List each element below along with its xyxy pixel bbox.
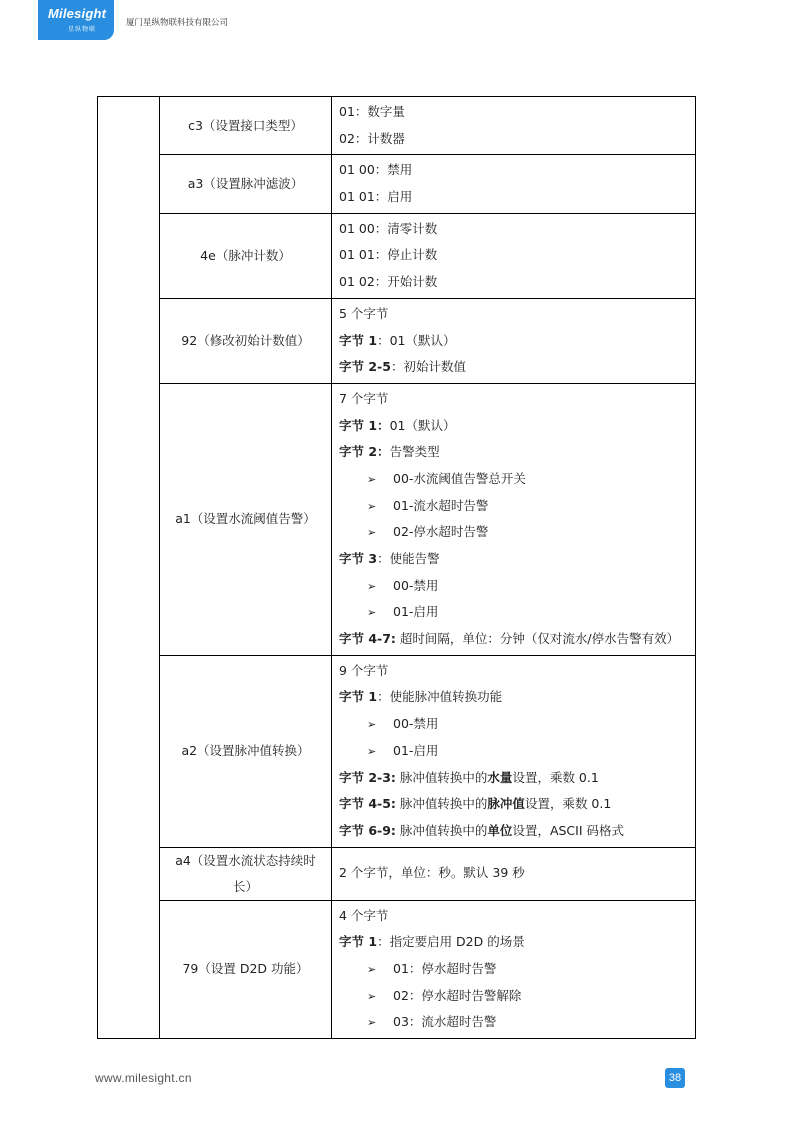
line-text: 01：数字量 [339, 104, 405, 119]
line-text: 02：计数器 [339, 130, 405, 146]
description-cell [332, 655, 696, 847]
line-text: 2 个字节，单位：秒。默认 39 秒 [339, 865, 525, 881]
description-line [339, 929, 689, 956]
arrow-bullet-icon: ➢ [367, 1016, 377, 1030]
line-text: ：01（默认） [377, 332, 456, 348]
table-row [98, 155, 696, 213]
line-text: 02-停水超时告警 [393, 524, 489, 540]
bullet-item [339, 1009, 689, 1036]
bold-label: 字节 1 [339, 934, 378, 950]
line-text: 00-禁用 [393, 577, 439, 593]
bullet-item [339, 493, 689, 520]
table-row [98, 97, 696, 155]
bold-label: 字节 2-3: [339, 769, 396, 785]
bullet-item [339, 711, 689, 738]
description-cell [332, 383, 696, 655]
line-text: 01-流水超时告警 [393, 497, 489, 513]
line-text: 脉冲值转换中的 [395, 769, 488, 785]
description-line [339, 242, 689, 269]
arrow-bullet-icon: ➢ [367, 606, 377, 620]
table-row [98, 900, 696, 1038]
description-cell [332, 900, 696, 1038]
bold-label: 字节 4-5: [339, 796, 396, 812]
description-line [339, 184, 689, 211]
company-name: 厦门星纵物联科技有限公司 [126, 18, 229, 28]
bold-label: 字节 3 [339, 551, 378, 566]
description-line [339, 765, 689, 792]
line-text: 00-禁用 [393, 716, 439, 732]
milesight-logo [38, 0, 114, 40]
bullet-item [339, 956, 689, 983]
arrow-bullet-icon: ➢ [367, 718, 377, 732]
description-cell [332, 847, 696, 900]
line-text-tail: 设置，乘数 0.1 [512, 769, 599, 785]
arrow-bullet-icon: ➢ [367, 472, 377, 486]
footer-website[interactable]: www.milesight.cn [95, 1071, 192, 1085]
line-text: 01-启用 [393, 742, 439, 758]
table-row [98, 298, 696, 383]
description-line [339, 546, 689, 573]
table-row [98, 655, 696, 847]
description-line [339, 818, 689, 845]
line-text: 01（默认） [389, 417, 456, 433]
command-cell: a2（设置脉冲值转换） [160, 655, 332, 847]
bullet-item [339, 738, 689, 765]
line-text: 01-启用 [393, 604, 439, 620]
table-row [98, 383, 696, 655]
line-text: 02：停水超时告警解除 [393, 987, 522, 1003]
logo-text: Milesight [48, 6, 107, 21]
line-text: 脉冲值转换中的 [395, 822, 488, 838]
description-line [339, 626, 689, 653]
line-text: 01 01：启用 [339, 189, 413, 205]
description-line [339, 903, 689, 930]
line-text: ：初始计数值 [390, 359, 466, 375]
description-line [339, 99, 689, 126]
description-line [339, 860, 689, 887]
arrow-bullet-icon: ➢ [367, 526, 377, 540]
bold-keyword: 单位 [487, 822, 513, 838]
description-line [339, 354, 689, 381]
command-cell: a3（设置脉冲滤波） [160, 155, 332, 213]
description-line [339, 413, 689, 440]
arrow-bullet-icon: ➢ [367, 579, 377, 593]
table-row [98, 213, 696, 298]
line-text-tail: 设置，乘数 0.1 [524, 796, 612, 812]
description-line [339, 684, 689, 711]
logo-subtext: 星纵物联 [68, 26, 97, 33]
description-line [339, 386, 689, 413]
description-cell [332, 155, 696, 213]
line-text: 01 00：禁用 [339, 162, 413, 178]
bullet-item [339, 466, 689, 493]
command-cell: 4e（脉冲计数） [160, 213, 332, 298]
line-text: 01 00：清零计数 [339, 220, 438, 236]
bold-label: 字节 4-7: [339, 631, 396, 647]
line-text: 超时间隔，单位：分钟（仅对流水/停水告警有效） [395, 631, 680, 647]
line-text: 00-水流阈值告警总开关 [393, 470, 526, 486]
bold-label: 字节 2： [339, 444, 390, 460]
description-cell [332, 213, 696, 298]
line-text-tail: 设置，ASCII 码格式 [512, 822, 624, 838]
bold-label: 字节 1： [339, 417, 390, 433]
line-text: 5 个字节 [339, 305, 389, 321]
line-text: ：使能告警 [377, 551, 440, 566]
blank-category-cell [98, 97, 160, 1039]
command-cell: c3（设置接口类型） [160, 97, 332, 155]
page-number: 38 [665, 1068, 685, 1088]
description-line [339, 269, 689, 296]
line-text: 9 个字节 [339, 662, 389, 678]
line-text: 01 01：停止计数 [339, 247, 438, 263]
arrow-bullet-icon: ➢ [367, 962, 377, 976]
bold-label: 字节 1 [339, 689, 378, 705]
arrow-bullet-icon: ➢ [367, 744, 377, 758]
bold-label: 字节 2-5 [339, 359, 391, 375]
command-table [97, 96, 696, 1039]
description-line [339, 216, 689, 243]
line-text: 03：流水超时告警 [393, 1014, 497, 1030]
command-cell: 92（修改初始计数值） [160, 298, 332, 383]
line-text: 01 02：开始计数 [339, 274, 438, 290]
line-text: 7 个字节 [339, 390, 389, 406]
bold-keyword: 脉冲值 [487, 796, 525, 812]
description-line [339, 157, 689, 184]
bullet-item [339, 519, 689, 546]
line-text: 01：停水超时告警 [393, 960, 497, 976]
line-text: ：使能脉冲值转换功能 [377, 689, 503, 705]
table-row [98, 847, 696, 900]
description-line [339, 126, 689, 153]
command-cell: 79（设置 D2D 功能） [160, 900, 332, 1038]
arrow-bullet-icon: ➢ [367, 499, 377, 513]
description-line [339, 328, 689, 355]
description-line [339, 658, 689, 685]
description-line [339, 439, 689, 466]
command-cell: a4（设置水流状态持续时长） [160, 847, 332, 900]
line-text: 脉冲值转换中的 [395, 796, 488, 812]
description-line [339, 301, 689, 328]
bullet-item [339, 573, 689, 600]
bold-keyword: 水量 [487, 769, 513, 785]
bullet-item [339, 599, 689, 626]
arrow-bullet-icon: ➢ [367, 989, 377, 1003]
description-cell [332, 97, 696, 155]
bold-label: 字节 1 [339, 332, 378, 348]
line-text: 4 个字节 [339, 907, 389, 923]
description-cell [332, 298, 696, 383]
command-cell: a1（设置水流阈值告警） [160, 383, 332, 655]
line-text: 告警类型 [389, 444, 440, 460]
line-text: ：指定要启用 D2D 的场景 [377, 934, 525, 950]
bullet-item [339, 983, 689, 1010]
description-line [339, 791, 689, 818]
bold-label: 字节 6-9: [339, 822, 396, 838]
